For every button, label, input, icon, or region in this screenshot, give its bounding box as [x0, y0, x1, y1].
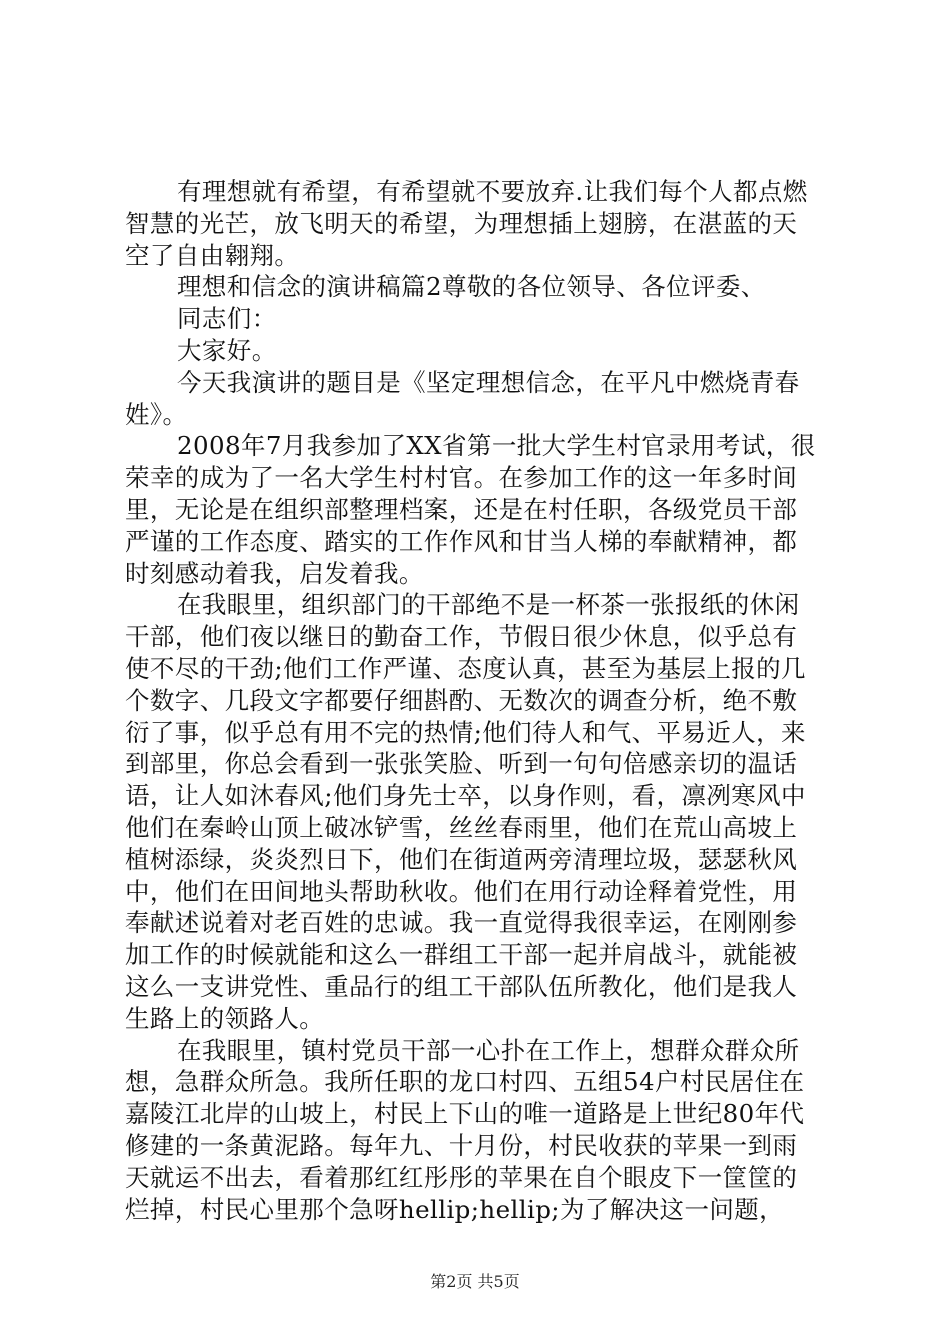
text-line: 衍了事，似乎总有用不完的热情;他们待人和气、平易近人，来 [125, 717, 806, 747]
text-line: 2008年7月我参加了XX省第一批大学生村官录用考试，很 [177, 431, 816, 461]
text-line: 生路上的领路人。 [125, 1003, 325, 1033]
text-line: 大家好。 [177, 335, 277, 365]
text-line: 空了自由翱翔。 [125, 240, 300, 270]
text-line: 严谨的工作态度、踏实的工作作风和甘当人梯的奉献精神，都 [125, 526, 798, 556]
text-line: 嘉陵江北岸的山坡上，村民上下山的唯一道路是上世纪80年代 [125, 1099, 805, 1129]
page-footer: 第2页 共5页 [430, 1272, 520, 1291]
text-line: 语，让人如沐春风;他们身先士卒，以身作则，看，凛冽寒风中 [125, 781, 806, 811]
document-body [125, 176, 830, 1225]
text-line: 同志们： [177, 304, 277, 334]
text-line: 中，他们在田间地头帮助秋收。他们在用行动诠释着党性，用 [125, 876, 798, 906]
text-line: 加工作的时候就能和这么一群组工干部一起并肩战斗，就能被 [125, 940, 798, 970]
text-line: 有理想就有希望，有希望就不要放弃.让我们每个人都点燃 [177, 177, 808, 206]
text-line: 里，无论是在组织部整理档案，还是在村任职，各级党员干部 [125, 494, 798, 524]
text-line: 姓》。 [125, 399, 188, 429]
text-line: 天就运不出去，看着那红红彤彤的苹果在自个眼皮下一筐筐的 [125, 1162, 798, 1192]
text-line: 烂掉，村民心里那个急呀hellip;hellip;为了解决这一问题， [125, 1194, 785, 1224]
text-line: 荣幸的成为了一名大学生村村官。在参加工作的这一年多时间 [125, 463, 798, 493]
text-line: 个数字、几段文字都要仔细斟酌、无数次的调查分析，绝不敷 [125, 685, 798, 715]
text-line: 理想和信念的演讲稿篇2尊敬的各位领导、各位评委、 [177, 272, 766, 302]
text-line: 想，急群众所急。我所任职的龙口村四、五组54户村民居住在 [125, 1067, 805, 1097]
text-line: 时刻感动着我，启发着我。 [125, 558, 424, 588]
text-line: 在我眼里，组织部门的干部绝不是一杯茶一张报纸的休闲 [177, 590, 800, 620]
text-line: 干部，他们夜以继日的勤奋工作，节假日很少休息，似乎总有 [125, 622, 798, 652]
text-line: 在我眼里，镇村党员干部一心扑在工作上，想群众群众所 [177, 1035, 800, 1065]
text-line: 到部里，你总会看到一张张笑脸、听到一句句倍感亲切的温话 [125, 749, 798, 779]
text-line: 植树添绿，炎炎烈日下，他们在街道两旁清理垃圾，瑟瑟秋风 [125, 844, 798, 874]
text-line: 他们在秦岭山顶上破冰铲雪，丝丝春雨里，他们在荒山高坡上 [125, 812, 798, 842]
text-line: 这么一支讲党性、重品行的组工干部队伍所教化，他们是我人 [125, 971, 798, 1001]
text-line: 今天我演讲的题目是《坚定理想信念，在平凡中燃烧青春 [177, 367, 800, 397]
text-line: 修建的一条黄泥路。每年九、十月份，村民收获的苹果一到雨 [125, 1130, 798, 1160]
text-line: 智慧的光芒，放飞明天的希望，为理想插上翅膀，在湛蓝的天 [125, 208, 798, 238]
text-line: 使不尽的干劲;他们工作严谨、态度认真，甚至为基层上报的几 [125, 653, 806, 683]
text-line: 奉献述说着对老百姓的忠诚。我一直觉得我很幸运，在刚刚参 [125, 908, 798, 938]
